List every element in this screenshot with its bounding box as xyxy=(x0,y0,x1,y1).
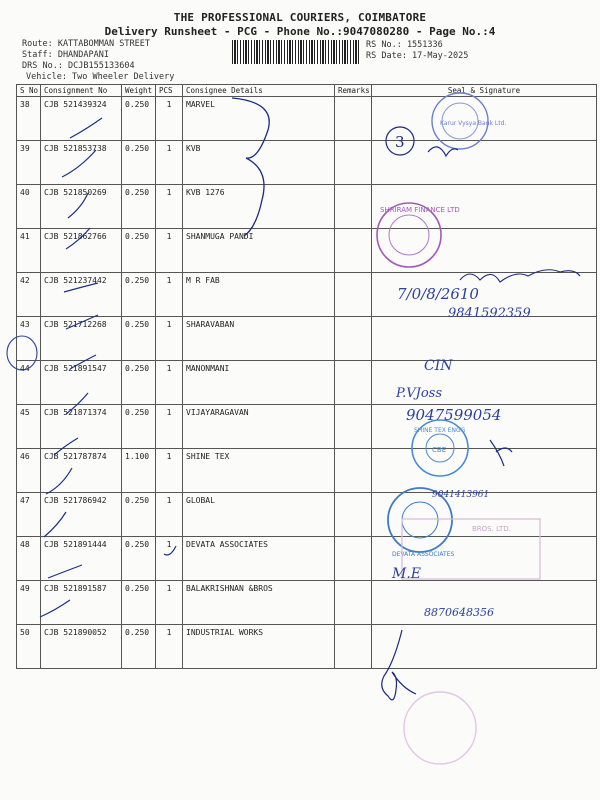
cell-sno: 44 xyxy=(17,361,41,405)
cell-sno: 47 xyxy=(17,493,41,537)
cell-sno: 41 xyxy=(17,229,41,273)
cell-remarks xyxy=(335,185,372,229)
hw-phone-3: 9041413961 xyxy=(432,490,490,500)
cell-consignee: MANONMANI xyxy=(183,361,335,405)
hw-phone-4: 8870648356 xyxy=(424,606,494,619)
runsheet-subtitle: Delivery Runsheet - PCG - Phone No.:9047080280 - Page No.:4 xyxy=(104,25,496,38)
cell-sno: 43 xyxy=(17,317,41,361)
cell-consignment: CJB 521871374 xyxy=(41,405,122,449)
cell-seal xyxy=(372,185,597,229)
cell-weight: 0.250 xyxy=(122,97,156,141)
cell-remarks xyxy=(335,493,372,537)
col-sno: S No xyxy=(17,85,41,97)
hw-phone-1: 9841592359 xyxy=(448,306,531,321)
col-remarks: Remarks xyxy=(335,85,372,97)
cell-remarks xyxy=(335,449,372,493)
stamp-3-text: SHINE TEX ENGG xyxy=(414,427,466,434)
cell-remarks xyxy=(335,405,372,449)
cell-seal xyxy=(372,625,597,669)
cell-weight: 1.100 xyxy=(122,449,156,493)
cell-pcs: 1 xyxy=(156,97,183,141)
cell-consignee: SHANMUGA PANDI xyxy=(183,229,335,273)
cell-remarks xyxy=(335,317,372,361)
hw-phone-2: 9047599054 xyxy=(406,406,502,424)
hw-name-1: P.VJoss xyxy=(396,386,443,401)
cell-sno: 38 xyxy=(17,97,41,141)
cell-weight: 0.250 xyxy=(122,185,156,229)
cell-consignee: GLOBAL xyxy=(183,493,335,537)
table-row xyxy=(17,317,597,361)
cell-pcs: 1 xyxy=(156,537,183,581)
cell-remarks xyxy=(335,581,372,625)
rs-number: RS No.: 1551336 xyxy=(366,40,443,50)
cell-weight: 0.250 xyxy=(122,581,156,625)
cell-pcs: 1 xyxy=(156,405,183,449)
cell-pcs: 1 xyxy=(156,229,183,273)
cell-pcs: 1 xyxy=(156,273,183,317)
cell-consignee: M R FAB xyxy=(183,273,335,317)
hw-sig-last: M.E xyxy=(392,566,422,582)
cell-weight: 0.250 xyxy=(122,141,156,185)
cell-weight: 0.250 xyxy=(122,273,156,317)
table-header-row xyxy=(17,85,597,97)
cell-consignee: BALAKRISHNAN &BROS xyxy=(183,581,335,625)
cell-consignee: INDUSTRIAL WORKS xyxy=(183,625,335,669)
cell-consignment: CJB 521890052 xyxy=(41,625,122,669)
table-row xyxy=(17,185,597,229)
hw-cin: CIN xyxy=(424,358,453,374)
stamp-4-text: DEVATA ASSOCIATES xyxy=(392,551,455,558)
cell-consignee: MARVEL xyxy=(183,97,335,141)
cell-consignment: CJB 521853738 xyxy=(41,141,122,185)
circle-number: 3 xyxy=(395,133,405,151)
cell-sno: 46 xyxy=(17,449,41,493)
cell-pcs: 1 xyxy=(156,493,183,537)
cell-remarks xyxy=(335,361,372,405)
cell-sno: 49 xyxy=(17,581,41,625)
cell-pcs: 1 xyxy=(156,141,183,185)
table-row xyxy=(17,141,597,185)
col-weight: Weight xyxy=(122,85,156,97)
cell-seal xyxy=(372,141,597,185)
cell-sno: 42 xyxy=(17,273,41,317)
cell-seal xyxy=(372,317,597,361)
cell-consignee: KVB xyxy=(183,141,335,185)
cell-consignment: CJB 521237442 xyxy=(41,273,122,317)
cell-seal xyxy=(372,97,597,141)
cell-consignment: CJB 521439324 xyxy=(41,97,122,141)
cell-seal xyxy=(372,229,597,273)
table-row xyxy=(17,581,597,625)
cell-consignee: DEVATA ASSOCIATES xyxy=(183,537,335,581)
cell-consignment: CJB 521787874 xyxy=(41,449,122,493)
cell-pcs: 1 xyxy=(156,317,183,361)
cell-consignee: VIJAYARAGAVAN xyxy=(183,405,335,449)
cell-consignment: CJB 521786942 xyxy=(41,493,122,537)
cell-pcs: 1 xyxy=(156,449,183,493)
cell-sno: 45 xyxy=(17,405,41,449)
cell-weight: 0.250 xyxy=(122,493,156,537)
vehicle-label: Vehicle: Two Wheeler Delivery xyxy=(26,72,175,82)
cell-consignee: KVB 1276 xyxy=(183,185,335,229)
route-label: Route: KATTABOMMAN STREET xyxy=(22,39,150,49)
table-row xyxy=(17,361,597,405)
col-consignment: Consignment No xyxy=(41,85,122,97)
cell-sno: 48 xyxy=(17,537,41,581)
cell-sno: 40 xyxy=(17,185,41,229)
cell-seal xyxy=(372,449,597,493)
table-row xyxy=(17,493,597,537)
cell-remarks xyxy=(335,537,372,581)
table-row xyxy=(17,229,597,273)
table-row xyxy=(17,625,597,669)
cell-consignee: SHINE TEX xyxy=(183,449,335,493)
cell-remarks xyxy=(335,273,372,317)
table-row xyxy=(17,449,597,493)
cell-sno: 39 xyxy=(17,141,41,185)
cell-pcs: 1 xyxy=(156,185,183,229)
col-seal: Seal & Signature xyxy=(372,85,597,97)
cell-consignment: CJB 521891547 xyxy=(41,361,122,405)
staff-label: Staff: DHANDAPANI xyxy=(22,50,109,60)
cell-pcs: 1 xyxy=(156,361,183,405)
table-row xyxy=(17,405,597,449)
cell-weight: 0.250 xyxy=(122,405,156,449)
cell-weight: 0.250 xyxy=(122,625,156,669)
col-pcs: PCS xyxy=(156,85,183,97)
drs-label: DRS No.: DCJB155133604 xyxy=(22,61,135,71)
cell-weight: 0.250 xyxy=(122,317,156,361)
stamp-5-text: BROS. LTD. xyxy=(472,525,511,533)
cell-consignment: CJB 521891444 xyxy=(41,537,122,581)
table-row xyxy=(17,97,597,141)
table-row xyxy=(17,537,597,581)
cell-consignment: CJB 521862766 xyxy=(41,229,122,273)
cell-remarks xyxy=(335,229,372,273)
cell-weight: 0.250 xyxy=(122,537,156,581)
cell-consignment: CJB 521850269 xyxy=(41,185,122,229)
cell-pcs: 1 xyxy=(156,581,183,625)
cell-consignment: CJB 521712268 xyxy=(41,317,122,361)
cell-consignee: SHARAVABAN xyxy=(183,317,335,361)
cell-remarks xyxy=(335,141,372,185)
cell-pcs: 1 xyxy=(156,625,183,669)
runsheet-table xyxy=(16,84,597,669)
cell-weight: 0.250 xyxy=(122,361,156,405)
cell-remarks xyxy=(335,625,372,669)
cell-remarks xyxy=(335,97,372,141)
hw-date-note: 7/0/8/2610 xyxy=(397,285,479,303)
cell-weight: 0.250 xyxy=(122,229,156,273)
cell-consignment: CJB 521891587 xyxy=(41,581,122,625)
stamp-3b-text: CBE xyxy=(432,446,447,454)
cell-sno: 50 xyxy=(17,625,41,669)
stamp-1-text: Karur Vysya Bank Ltd. xyxy=(440,120,507,127)
col-consignee: Consignee Details xyxy=(183,85,335,97)
barcode xyxy=(232,40,360,64)
company-title: THE PROFESSIONAL COURIERS, COIMBATORE xyxy=(173,11,427,24)
rs-date: RS Date: 17-May-2025 xyxy=(366,51,469,61)
stamp-2-text: SHRIRAM FINANCE LTD xyxy=(380,206,460,214)
